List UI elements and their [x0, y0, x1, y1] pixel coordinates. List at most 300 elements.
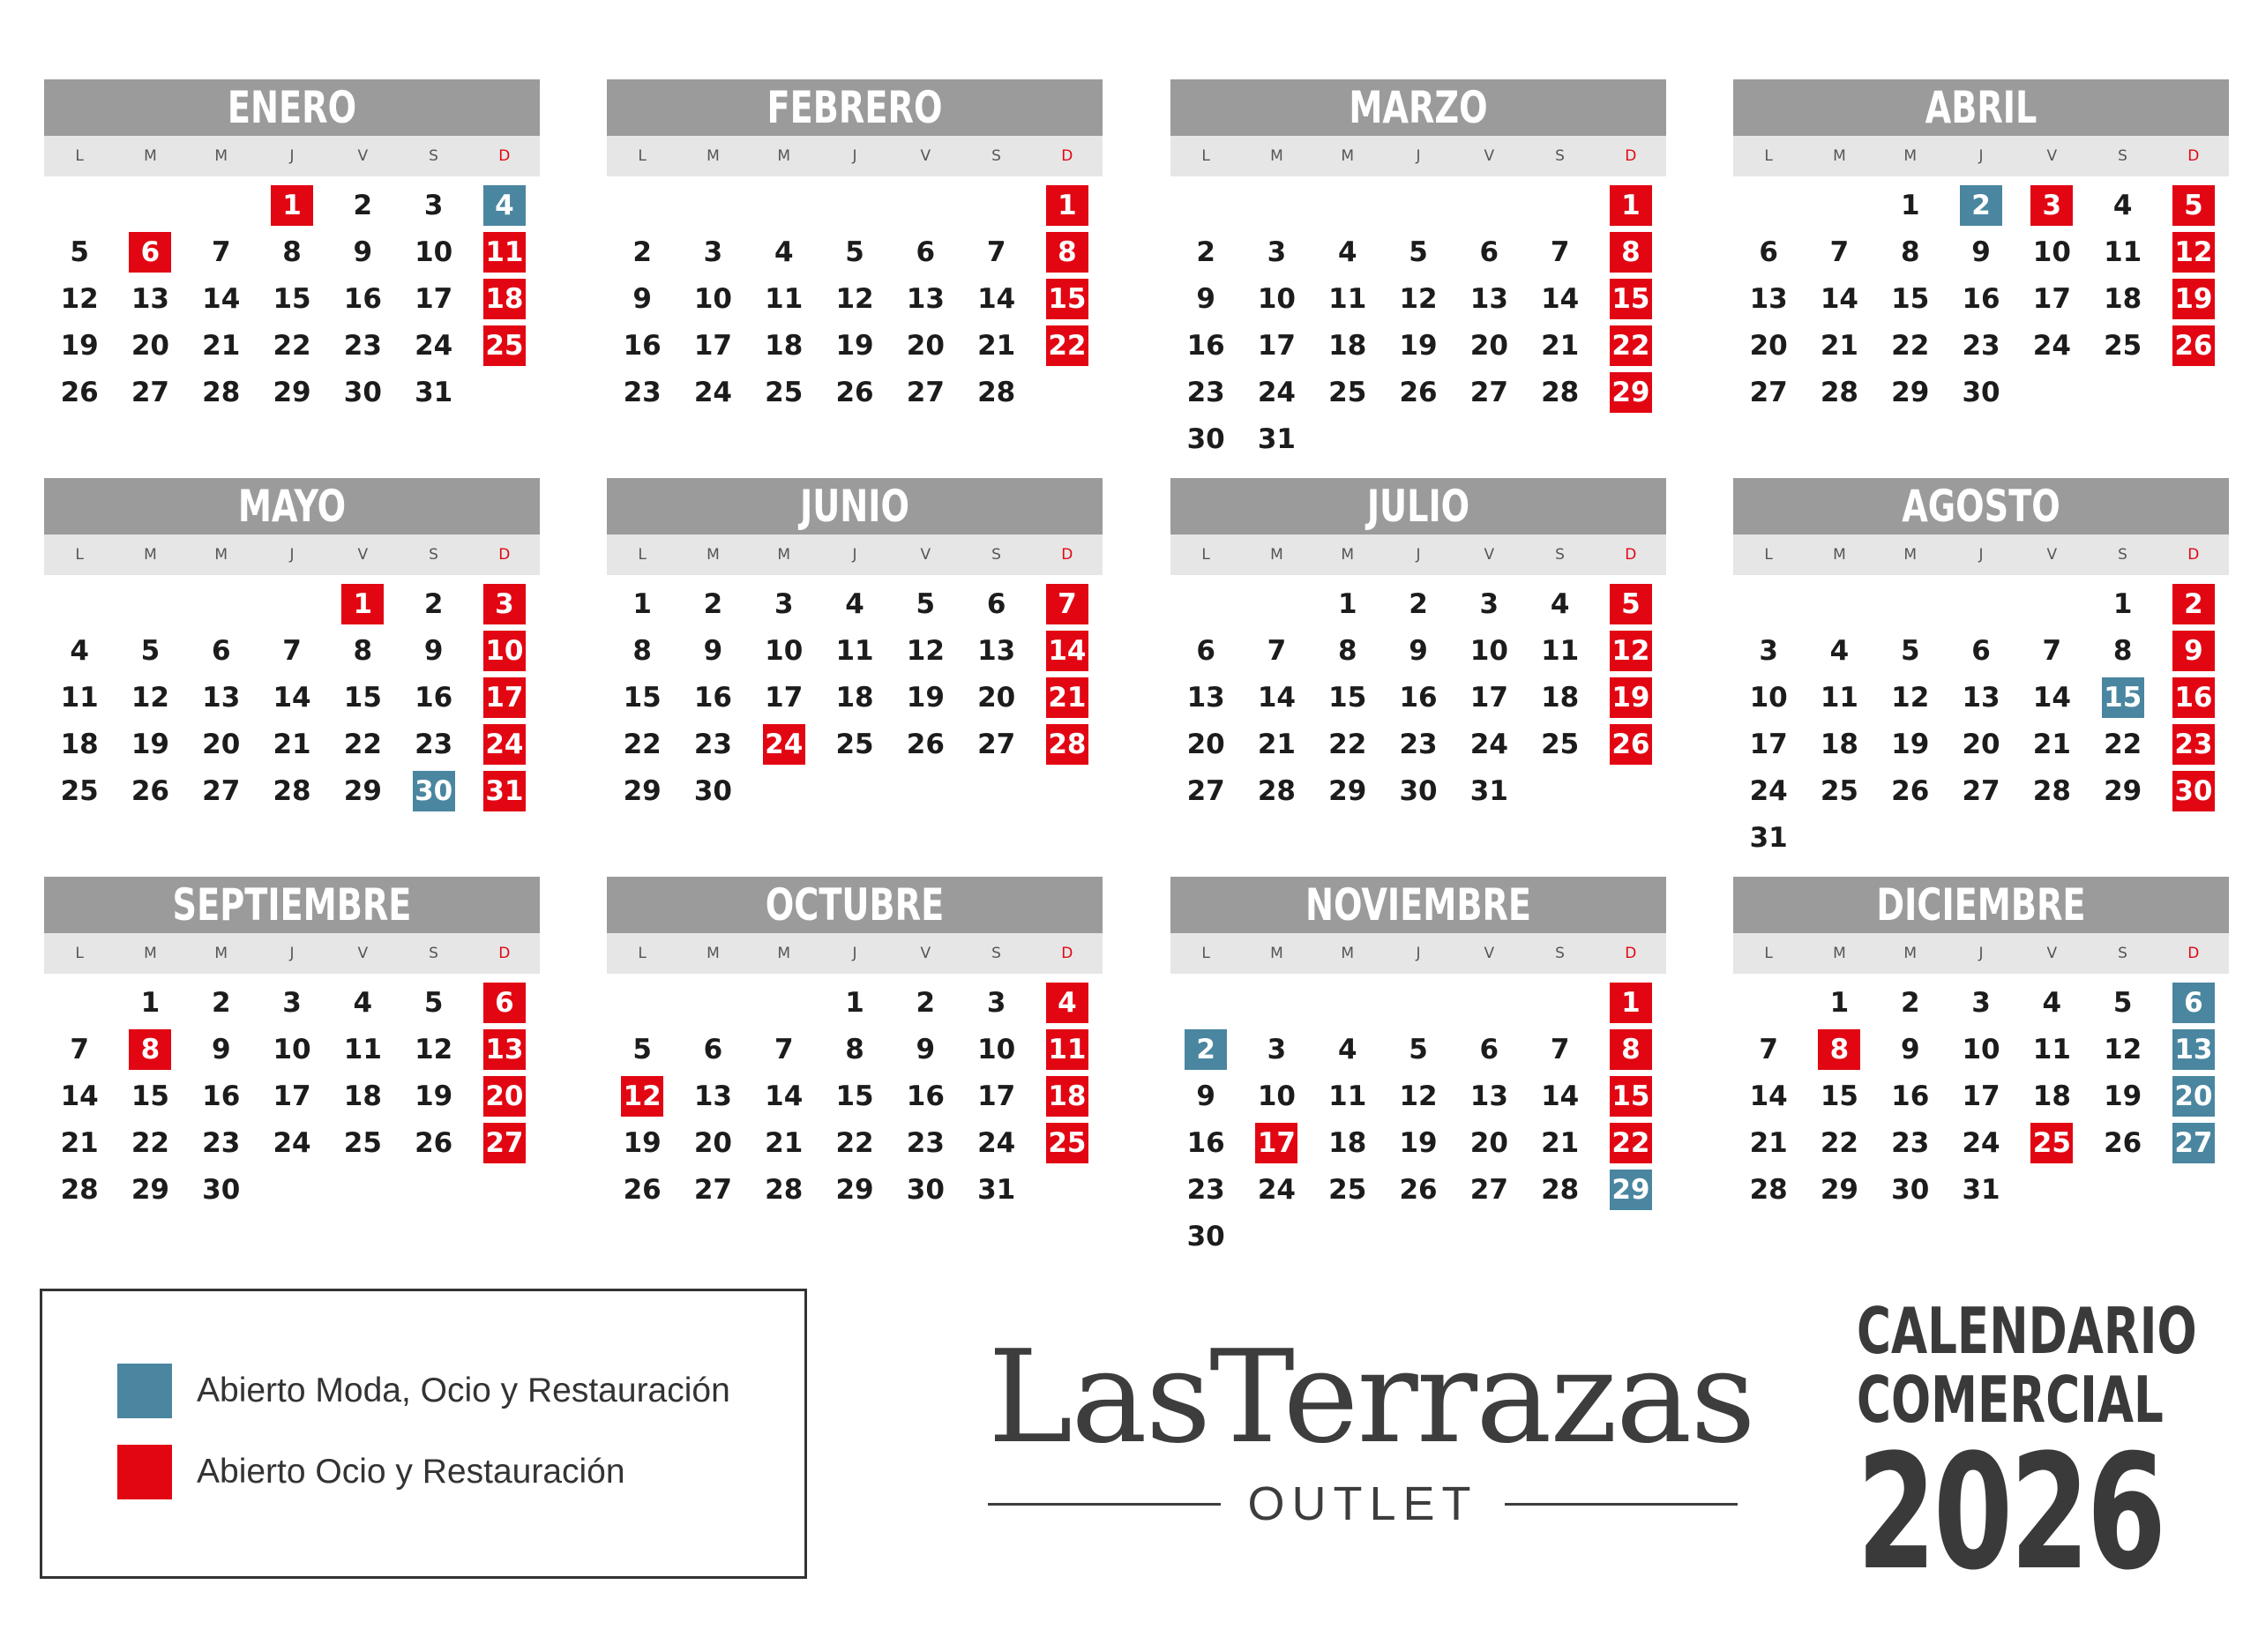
day-cell: 2 [1409, 588, 1428, 620]
day-cell: 24 [1257, 1174, 1296, 1206]
weekday-bar [1733, 933, 2229, 974]
day-cell: 28 [1541, 1174, 1580, 1206]
day-cell: 31 [1962, 1174, 2000, 1206]
day-cell: 6 [986, 588, 1006, 620]
day-cell: 30 [1186, 1221, 1225, 1252]
day-cell: 7 [2042, 635, 2062, 667]
day-cell: 20 [483, 1076, 526, 1117]
day-cell: 19 [2104, 1080, 2142, 1112]
day-cell: 7 [1550, 236, 1570, 268]
weekday-label: M [707, 546, 720, 564]
day-cell: 1 [341, 584, 384, 624]
day-cell: 29 [131, 1174, 169, 1206]
day-cell: 7 [1829, 236, 1850, 268]
day-cell: 12 [1610, 631, 1652, 671]
day-cell: 14 [60, 1080, 99, 1112]
day-cell: 28 [2032, 775, 2071, 807]
weekday-label: S [2118, 945, 2127, 962]
weekday-label: M [144, 945, 157, 962]
day-cell: 26 [835, 377, 874, 408]
weekday-label: M [777, 546, 791, 564]
weekday-label: D [1061, 945, 1073, 962]
day-cell: 21 [1541, 1127, 1580, 1159]
day-cell: 23 [343, 330, 382, 362]
month-header [44, 877, 540, 933]
weekday-label: L [1201, 147, 1210, 165]
month-title: ABRIL [1770, 79, 2192, 136]
day-cell: 23 [1186, 377, 1225, 408]
weekday-label: J [1416, 945, 1421, 962]
day-cell: 3 [2030, 185, 2073, 226]
day-cell: 3 [1759, 635, 1778, 667]
day-cell: 6 [1479, 1034, 1499, 1065]
day-cell: 27 [1469, 1174, 1508, 1206]
day-cell: 10 [2032, 236, 2071, 268]
day-cell: 29 [1820, 1174, 1858, 1206]
day-cell: 18 [765, 330, 804, 362]
day-cell: 21 [1820, 330, 1858, 362]
day-cell: 22 [273, 330, 311, 362]
day-cell: 5 [2112, 987, 2133, 1019]
day-cell: 24 [977, 1127, 1016, 1159]
day-cell: 14 [1541, 1080, 1580, 1112]
month-title: JULIO [1208, 478, 1629, 534]
day-cell: 2 [423, 588, 444, 620]
day-cell: 4 [1337, 1034, 1357, 1065]
weekday-label: D [498, 147, 511, 165]
weekday-label: M [1833, 546, 1846, 564]
day-cell: 17 [693, 330, 732, 362]
day-cell: 25 [2104, 330, 2142, 362]
day-cell: 10 [483, 631, 526, 671]
day-cell: 9 [632, 283, 652, 315]
month-title: NOVIEMBRE [1208, 877, 1629, 933]
weekday-label: V [1484, 147, 1495, 165]
day-cell: 31 [1749, 822, 1788, 854]
day-cell: 19 [623, 1127, 662, 1159]
day-cell: 17 [765, 682, 804, 714]
weekday-label: M [1833, 147, 1846, 165]
day-cell: 9 [1196, 1080, 1215, 1112]
weekday-label: V [2046, 546, 2058, 564]
day-cell: 29 [623, 775, 662, 807]
weekday-label: V [2046, 147, 2058, 165]
day-cell: 17 [1255, 1123, 1297, 1163]
day-cell: 28 [202, 377, 241, 408]
day-cell: 24 [2032, 330, 2071, 362]
day-cell: 16 [1962, 283, 2000, 315]
day-cell: 23 [906, 1127, 945, 1159]
day-cell: 28 [1749, 1174, 1788, 1206]
day-cell: 13 [906, 283, 945, 315]
day-cell: 2 [632, 236, 652, 268]
day-cell: 22 [1046, 325, 1088, 366]
day-cell: 25 [2030, 1123, 2073, 1163]
day-cell: 8 [353, 635, 373, 667]
day-cell: 25 [835, 729, 874, 760]
day-cell: 5 [916, 588, 936, 620]
day-cell: 26 [623, 1174, 662, 1206]
weekday-label: J [852, 147, 857, 165]
day-cell: 10 [415, 236, 453, 268]
day-cell: 22 [131, 1127, 169, 1159]
weekday-label: M [1341, 945, 1355, 962]
day-cell: 14 [1257, 682, 1296, 714]
day-cell: 10 [1749, 682, 1788, 714]
day-cell: 19 [1891, 729, 1930, 760]
day-cell: 13 [1469, 283, 1508, 315]
day-cell: 11 [1328, 1080, 1367, 1112]
day-cell: 25 [483, 325, 526, 366]
day-cell: 4 [70, 635, 89, 667]
day-cell: 25 [1328, 377, 1367, 408]
day-cell: 12 [621, 1076, 663, 1117]
day-cell: 27 [1469, 377, 1508, 408]
day-cell: 28 [1541, 377, 1580, 408]
weekday-label: J [289, 147, 295, 165]
month-title: SEPTIEMBRE [81, 877, 503, 933]
month-title: MARZO [1208, 79, 1629, 136]
calendar-title [1857, 1294, 2197, 1605]
day-cell: 12 [131, 682, 169, 714]
day-cell: 23 [1891, 1127, 1930, 1159]
day-cell: 8 [1610, 232, 1652, 273]
legend-box [40, 1289, 807, 1579]
month-header [1733, 79, 2229, 136]
day-grid [44, 584, 540, 866]
day-cell: 30 [413, 771, 455, 811]
day-cell: 15 [1046, 279, 1088, 319]
day-cell: 15 [1891, 283, 1930, 315]
day-cell: 14 [202, 283, 241, 315]
day-cell: 12 [1399, 1080, 1438, 1112]
day-cell: 21 [2032, 729, 2071, 760]
day-grid [1733, 584, 2229, 866]
weekday-bar [607, 534, 1103, 575]
day-cell: 20 [1469, 1127, 1508, 1159]
day-cell: 16 [623, 330, 662, 362]
day-cell: 28 [765, 1174, 804, 1206]
day-cell: 21 [1257, 729, 1296, 760]
day-cell: 18 [2104, 283, 2142, 315]
day-cell: 5 [1900, 635, 1920, 667]
weekday-label: D [2187, 147, 2200, 165]
day-cell: 5 [1409, 236, 1428, 268]
day-cell: 21 [1749, 1127, 1788, 1159]
day-cell: 18 [1328, 330, 1367, 362]
day-grid [44, 185, 540, 467]
day-cell: 5 [140, 635, 161, 667]
day-cell: 8 [1337, 635, 1357, 667]
day-cell: 20 [693, 1127, 732, 1159]
day-cell: 20 [2172, 1076, 2215, 1117]
month-febrero [607, 79, 1103, 467]
day-cell: 25 [343, 1127, 382, 1159]
day-cell: 9 [1971, 236, 1991, 268]
weekday-label: D [1625, 945, 1637, 962]
day-cell: 31 [415, 377, 453, 408]
day-cell: 15 [2102, 677, 2144, 718]
day-cell: 1 [1610, 983, 1652, 1023]
day-cell: 24 [273, 1127, 311, 1159]
day-cell: 25 [765, 377, 804, 408]
day-cell: 10 [1257, 283, 1296, 315]
day-cell: 7 [211, 236, 231, 268]
day-cell: 15 [835, 1080, 874, 1112]
day-cell: 26 [131, 775, 169, 807]
day-cell: 28 [1820, 377, 1858, 408]
weekday-bar [1733, 136, 2229, 176]
day-cell: 29 [1891, 377, 1930, 408]
day-grid [607, 185, 1103, 467]
legend-item-red [117, 1445, 625, 1499]
day-cell: 23 [1399, 729, 1438, 760]
weekday-label: J [1978, 147, 1984, 165]
month-header [1170, 877, 1666, 933]
day-cell: 28 [1046, 724, 1088, 765]
month-title: OCTUBRE [644, 877, 1065, 933]
weekday-label: S [429, 546, 438, 564]
day-cell: 4 [2112, 190, 2133, 221]
day-cell: 3 [1479, 588, 1499, 620]
day-cell: 10 [977, 1034, 1016, 1065]
day-cell: 13 [1186, 682, 1225, 714]
day-cell: 15 [131, 1080, 169, 1112]
day-cell: 2 [353, 190, 373, 221]
day-cell: 3 [1971, 987, 1991, 1019]
day-cell: 24 [693, 377, 732, 408]
day-cell: 3 [423, 190, 444, 221]
day-cell: 19 [835, 330, 874, 362]
day-cell: 18 [835, 682, 874, 714]
day-cell: 1 [1046, 185, 1088, 226]
day-cell: 25 [1820, 775, 1858, 807]
day-cell: 11 [1820, 682, 1858, 714]
day-cell: 6 [1971, 635, 1991, 667]
day-cell: 17 [415, 283, 453, 315]
day-cell: 30 [906, 1174, 945, 1206]
day-cell: 12 [60, 283, 99, 315]
month-enero [44, 79, 540, 467]
day-cell: 3 [774, 588, 794, 620]
day-cell: 17 [483, 677, 526, 718]
day-cell: 8 [1818, 1029, 1860, 1070]
day-cell: 28 [273, 775, 311, 807]
day-cell: 7 [1550, 1034, 1570, 1065]
weekday-bar [44, 136, 540, 176]
day-cell: 17 [1257, 330, 1296, 362]
month-header [607, 478, 1103, 534]
day-cell: 29 [1610, 1170, 1652, 1210]
day-cell: 30 [202, 1174, 241, 1206]
day-cell: 6 [2172, 983, 2215, 1023]
title-line-1: CALENDARIO [1857, 1294, 2197, 1368]
day-cell: 14 [1541, 283, 1580, 315]
day-cell: 8 [1610, 1029, 1652, 1070]
day-cell: 20 [1749, 330, 1788, 362]
day-cell: 18 [1328, 1127, 1367, 1159]
day-cell: 31 [483, 771, 526, 811]
day-cell: 4 [1829, 635, 1850, 667]
day-cell: 23 [1186, 1174, 1225, 1206]
weekday-label: L [1764, 945, 1773, 962]
day-cell: 15 [1820, 1080, 1858, 1112]
day-cell: 7 [282, 635, 302, 667]
day-cell: 1 [140, 987, 161, 1019]
month-abril [1733, 79, 2229, 467]
month-header [1733, 877, 2229, 933]
weekday-label: S [991, 546, 1001, 564]
weekday-label: S [1555, 945, 1565, 962]
weekday-label: M [1341, 147, 1355, 165]
day-cell: 7 [1046, 584, 1088, 624]
month-header [1170, 478, 1666, 534]
month-header [44, 79, 540, 136]
weekday-label: M [1903, 147, 1918, 165]
weekday-label: M [214, 147, 228, 165]
day-cell: 5 [423, 987, 444, 1019]
day-cell: 19 [2172, 279, 2215, 319]
month-title: JUNIO [644, 478, 1065, 534]
day-grid [1170, 185, 1666, 467]
day-cell: 16 [906, 1080, 945, 1112]
day-cell: 14 [273, 682, 311, 714]
day-cell: 13 [693, 1080, 732, 1112]
day-cell: 2 [916, 987, 936, 1019]
day-cell: 16 [1186, 1127, 1225, 1159]
day-cell: 16 [202, 1080, 241, 1112]
weekday-label: D [498, 546, 511, 564]
day-cell: 16 [2172, 677, 2215, 718]
day-cell: 8 [2112, 635, 2133, 667]
day-cell: 22 [1610, 1123, 1652, 1163]
day-cell: 8 [845, 1034, 864, 1065]
weekday-label: M [214, 546, 228, 564]
day-cell: 27 [202, 775, 241, 807]
day-cell: 18 [343, 1080, 382, 1112]
day-cell: 27 [693, 1174, 732, 1206]
day-cell: 7 [1759, 1034, 1778, 1065]
weekday-label: V [357, 546, 369, 564]
day-cell: 15 [1328, 682, 1367, 714]
day-cell: 24 [1469, 729, 1508, 760]
day-cell: 26 [1399, 1174, 1438, 1206]
legend-swatch-red [117, 1445, 172, 1499]
day-cell: 13 [2172, 1029, 2215, 1070]
title-line-2: COMERCIAL [1857, 1363, 2164, 1437]
day-cell: 6 [129, 232, 171, 273]
weekday-label: D [1625, 147, 1637, 165]
day-cell: 30 [2172, 771, 2215, 811]
day-cell: 26 [415, 1127, 453, 1159]
day-cell: 10 [765, 635, 804, 667]
day-cell: 27 [1749, 377, 1788, 408]
day-cell: 15 [343, 682, 382, 714]
day-cell: 9 [353, 236, 373, 268]
day-cell: 27 [2172, 1123, 2215, 1163]
month-diciembre [1733, 877, 2229, 1265]
day-cell: 23 [202, 1127, 241, 1159]
day-cell: 13 [1962, 682, 2000, 714]
day-cell: 7 [1267, 635, 1287, 667]
weekday-label: M [1903, 546, 1918, 564]
day-cell: 26 [60, 377, 99, 408]
day-cell: 9 [916, 1034, 936, 1065]
day-cell: 19 [60, 330, 99, 362]
weekday-label: L [638, 945, 647, 962]
day-cell: 10 [1962, 1034, 2000, 1065]
day-cell: 26 [1610, 724, 1652, 765]
month-noviembre [1170, 877, 1666, 1265]
weekday-label: V [357, 147, 369, 165]
day-cell: 11 [2032, 1034, 2071, 1065]
weekday-label: D [1625, 546, 1637, 564]
day-cell: 22 [1328, 729, 1367, 760]
weekday-label: S [991, 147, 1001, 165]
day-cell: 3 [1267, 1034, 1287, 1065]
day-cell: 10 [1257, 1080, 1296, 1112]
day-cell: 11 [2104, 236, 2142, 268]
day-cell: 17 [1749, 729, 1788, 760]
weekday-label: M [707, 147, 720, 165]
weekday-label: V [920, 546, 931, 564]
day-cell: 13 [483, 1029, 526, 1070]
day-cell: 19 [1399, 330, 1438, 362]
day-cell: 1 [845, 987, 864, 1019]
day-cell: 24 [415, 330, 453, 362]
weekday-label: S [429, 945, 438, 962]
day-cell: 7 [986, 236, 1006, 268]
weekday-bar [1733, 534, 2229, 575]
weekday-label: D [1061, 546, 1073, 564]
logo-wordmark: LasTerrazas [988, 1323, 1754, 1472]
day-cell: 9 [1900, 1034, 1920, 1065]
day-cell: 9 [2172, 631, 2215, 671]
title-year: 2026 [1857, 1421, 2164, 1605]
day-cell: 12 [2104, 1034, 2142, 1065]
month-title: FEBRERO [644, 79, 1065, 136]
day-cell: 30 [1962, 377, 2000, 408]
weekday-label: V [1484, 945, 1495, 962]
weekday-label: J [852, 945, 857, 962]
day-cell: 25 [60, 775, 99, 807]
day-cell: 14 [765, 1080, 804, 1112]
day-cell: 5 [1409, 1034, 1428, 1065]
day-cell: 29 [835, 1174, 874, 1206]
day-cell: 17 [2032, 283, 2071, 315]
day-cell: 5 [2172, 185, 2215, 226]
weekday-label: J [1978, 945, 1984, 962]
day-cell: 16 [1186, 330, 1225, 362]
month-title: AGOSTO [1770, 478, 2192, 534]
month-marzo [1170, 79, 1666, 467]
day-cell: 20 [1469, 330, 1508, 362]
day-cell: 6 [211, 635, 231, 667]
day-cell: 26 [1399, 377, 1438, 408]
weekday-label: L [75, 546, 84, 564]
day-cell: 14 [1046, 631, 1088, 671]
day-cell: 2 [2172, 584, 2215, 624]
weekday-label: M [1341, 546, 1355, 564]
day-cell: 21 [60, 1127, 99, 1159]
weekday-label: J [289, 546, 295, 564]
day-cell: 20 [977, 682, 1016, 714]
weekday-label: M [777, 945, 791, 962]
day-grid [1170, 584, 1666, 866]
weekday-bar [1170, 136, 1666, 176]
month-title: ENERO [81, 79, 503, 136]
day-cell: 19 [1610, 677, 1652, 718]
